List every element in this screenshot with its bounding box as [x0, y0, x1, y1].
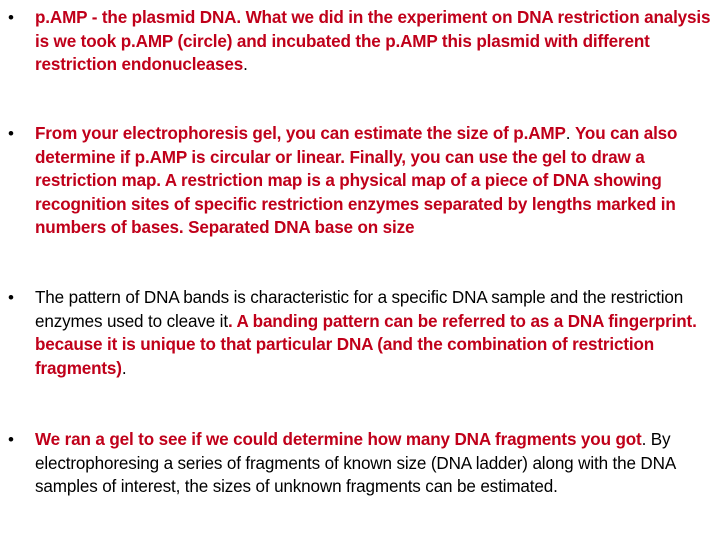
- text-segment-emphasis: . A banding pattern can be referred to as a DNA fingerprint. because it is unique to that particular DNA (and the combination of restriction fragments): [35, 311, 697, 378]
- text-segment-emphasis: You can also determine if p.AMP is circular or linear. Finally, you can use the gel to draw a restriction map. A restriction map is a physical map of a piece of DNA showing recognition sites of specific restriction enzymes separated by lengths marked in numbers of bases. Separated DNA base on size: [35, 124, 678, 237]
- bullet-text: [35, 6, 717, 77]
- bullet-dot: •: [8, 430, 14, 449]
- bullet-text: [35, 286, 717, 380]
- text-segment-emphasis: p.AMP - the plasmid DNA. What we did in the experiment on DNA restriction analysis is we took p.AMP (circle) and incubated the p.AMP this plasmid with different restriction endonucleases: [35, 8, 711, 74]
- text-segment: .: [565, 124, 575, 143]
- bullet-dot: •: [8, 124, 14, 143]
- text-segment: The pattern of DNA bands is characteristic for a specific DNA sample and the restriction enzymes used to cleave it: [35, 288, 684, 331]
- text-segment: .: [121, 358, 127, 378]
- text-segment: . By electrophoresing a series of fragments of known size (DNA ladder) along with the DNA samples of interest, the sizes of unknown fragments can be estimated.: [35, 430, 676, 496]
- text-segment: .: [243, 55, 248, 74]
- bullet-text: [35, 122, 717, 240]
- text-segment-emphasis: From your electrophoresis gel, you can estimate the size of p.AMP: [35, 124, 566, 143]
- bullet-text: [35, 428, 717, 499]
- text-segment-emphasis: We ran a gel to see if we could determine how many DNA fragments you got: [35, 430, 642, 449]
- bullet-dot: •: [8, 8, 14, 27]
- bullet-dot: •: [8, 288, 14, 307]
